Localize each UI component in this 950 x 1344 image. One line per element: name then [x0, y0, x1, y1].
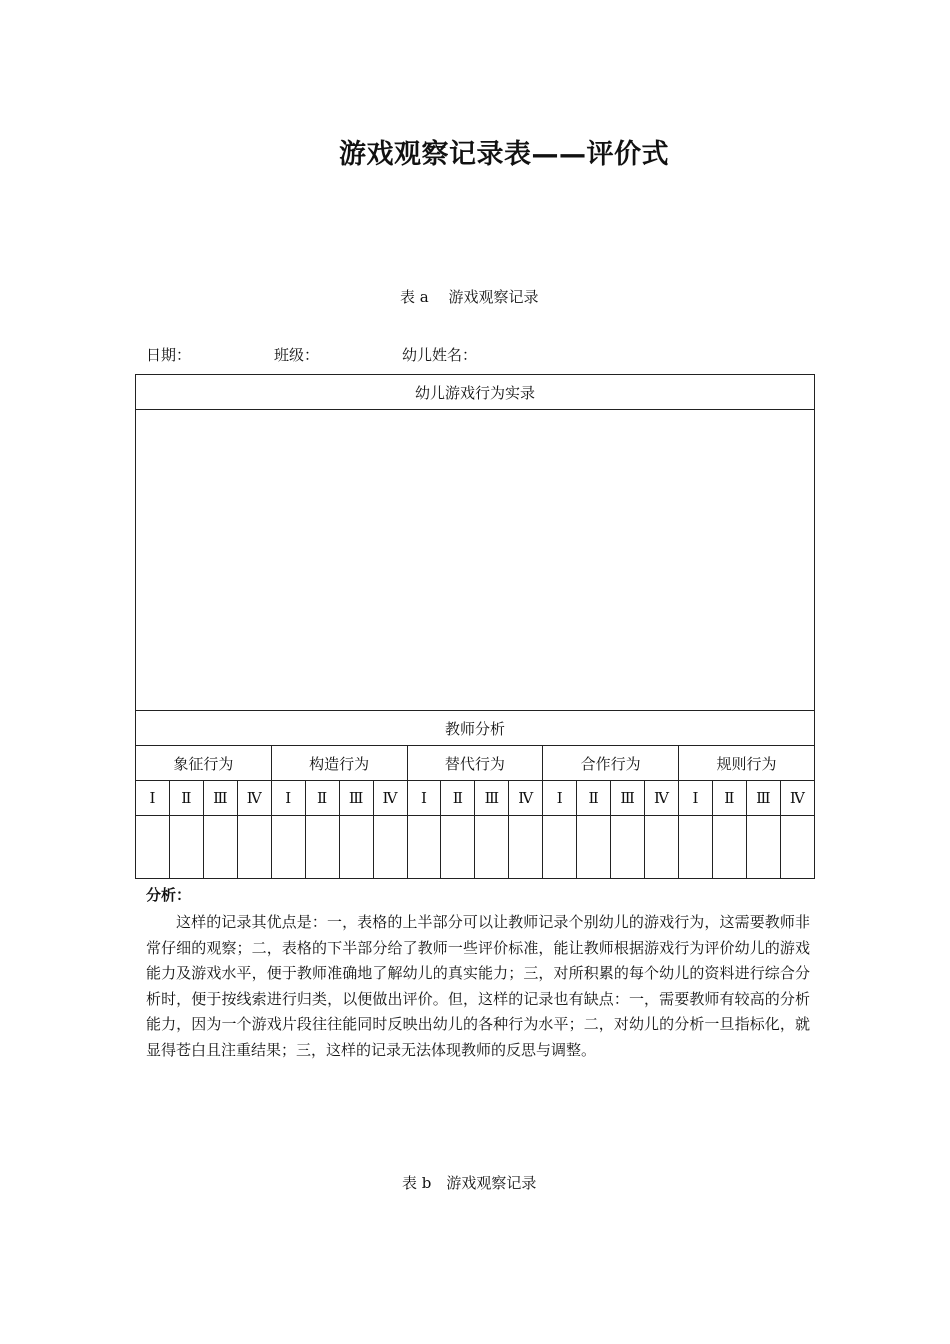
level-cell: Ⅰ: [679, 781, 713, 816]
table-a-caption: 表 a 游戏观察记录: [400, 288, 539, 306]
score-cell[interactable]: [509, 816, 543, 879]
level-cell: Ⅳ: [509, 781, 543, 816]
level-cell: Ⅲ: [746, 781, 780, 816]
document-title: 游戏观察记录表——评价式: [339, 139, 669, 170]
score-cell[interactable]: [136, 816, 170, 879]
score-cell[interactable]: [441, 816, 475, 879]
analysis-label: 分析：: [146, 886, 192, 904]
score-cell[interactable]: [645, 816, 679, 879]
level-cell: Ⅱ: [577, 781, 611, 816]
level-cell: Ⅰ: [271, 781, 305, 816]
score-cell[interactable]: [611, 816, 645, 879]
level-cell: Ⅳ: [645, 781, 679, 816]
level-cell: Ⅲ: [339, 781, 373, 816]
score-cell[interactable]: [203, 816, 237, 879]
level-cell: Ⅱ: [712, 781, 746, 816]
category-cell: 规则行为: [679, 746, 815, 781]
level-cell: Ⅰ: [407, 781, 441, 816]
level-cell: Ⅱ: [169, 781, 203, 816]
level-cell: Ⅳ: [373, 781, 407, 816]
score-cell[interactable]: [543, 816, 577, 879]
level-cell: Ⅳ: [780, 781, 814, 816]
score-cell[interactable]: [169, 816, 203, 879]
score-cell[interactable]: [780, 816, 814, 879]
level-cell: Ⅰ: [136, 781, 170, 816]
child-name-label: 幼儿姓名：: [402, 346, 478, 364]
score-cell[interactable]: [237, 816, 271, 879]
table-b-caption: 表 b 游戏观察记录: [402, 1174, 537, 1192]
score-cell[interactable]: [271, 816, 305, 879]
level-cell: Ⅰ: [543, 781, 577, 816]
category-cell: 象征行为: [136, 746, 272, 781]
level-cell: Ⅲ: [611, 781, 645, 816]
score-cell[interactable]: [407, 816, 441, 879]
score-cell[interactable]: [305, 816, 339, 879]
score-cell[interactable]: [679, 816, 713, 879]
score-cell[interactable]: [475, 816, 509, 879]
score-cell[interactable]: [373, 816, 407, 879]
category-cell: 构造行为: [271, 746, 407, 781]
score-cell[interactable]: [577, 816, 611, 879]
observation-table: [135, 374, 815, 879]
record-area[interactable]: [136, 410, 815, 711]
level-cell: Ⅲ: [475, 781, 509, 816]
level-cell: Ⅱ: [441, 781, 475, 816]
score-cell[interactable]: [746, 816, 780, 879]
category-cell: 替代行为: [407, 746, 543, 781]
level-cell: Ⅱ: [305, 781, 339, 816]
level-cell: Ⅲ: [203, 781, 237, 816]
score-cell[interactable]: [339, 816, 373, 879]
class-label: 班级：: [274, 346, 320, 364]
score-cell[interactable]: [712, 816, 746, 879]
analysis-paragraph: 这样的记录其优点是：一，表格的上半部分可以让教师记录个别幼儿的游戏行为，这需要教师非常仔细的观察；二，表格的下半部分给了教师一些评价标准，能让教师根据游戏行为评价幼儿的游戏能力及游戏水平，便于教师准确地了解幼儿的真实能力；三，对所积累的每个幼儿的资料进行综合分析时，便于按线索进行归类，以便做出评价。但，这样的记录也有缺点：一，需要教师有较高的分析能力，因为一个游戏片段往往能同时反映出幼儿的各种行为水平；二，对幼儿的分析一旦指标化，就显得苍白且注重结果；三，这样的记录无法体现教师的反思与调整。: [146, 913, 810, 1059]
category-cell: 合作行为: [543, 746, 679, 781]
date-label: 日期：: [146, 346, 192, 364]
analysis-header: 教师分析: [136, 711, 815, 746]
level-cell: Ⅳ: [237, 781, 271, 816]
record-header: 幼儿游戏行为实录: [136, 375, 815, 410]
